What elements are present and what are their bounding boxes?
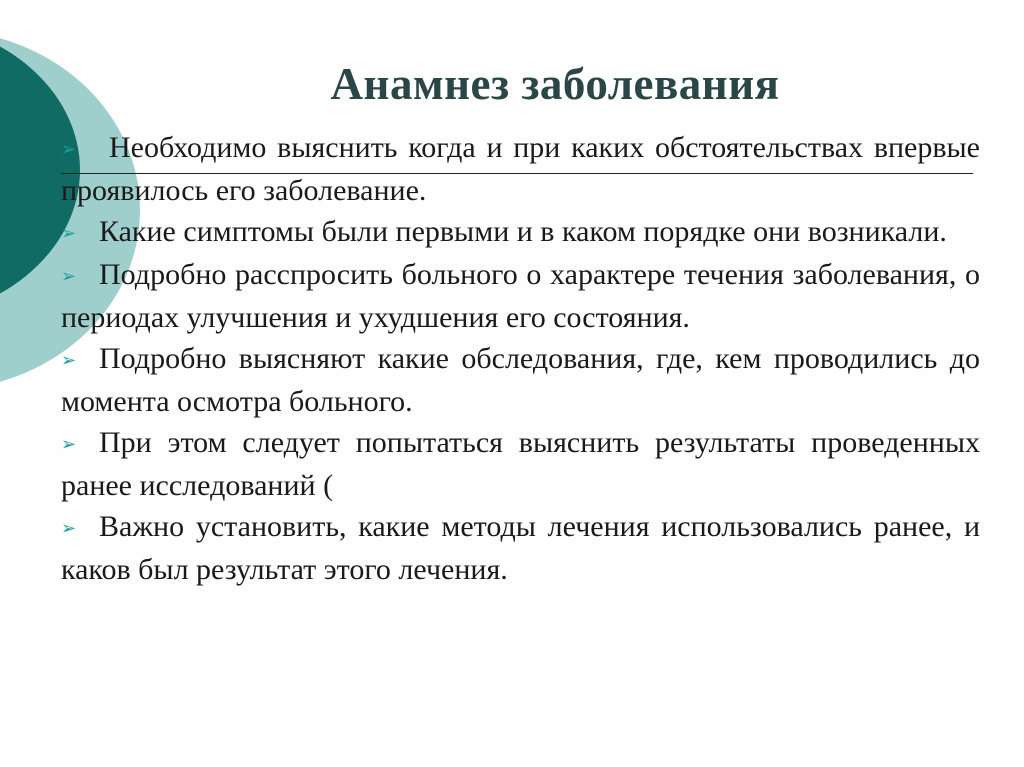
- chevron-right-icon: ➢: [61, 266, 77, 287]
- list-item-text: При этом следует попытаться выяснить результаты проведенных ранее исследований (: [61, 426, 980, 502]
- list-item: [61, 422, 980, 506]
- list-item-text: Важно установить, какие методы лечения использовались ранее, и каков был результат этого лечения.: [61, 510, 980, 586]
- list-item: [61, 506, 980, 590]
- list-item: [61, 127, 980, 211]
- chevron-right-icon: ➢: [61, 223, 77, 244]
- list-item: [61, 211, 980, 254]
- list-item-text: Необходимо выяснить когда и при каких обстоятельствах впервые проявилось его заболевание.: [61, 131, 980, 207]
- list-item: [61, 338, 980, 422]
- chevron-right-icon: ➢: [61, 139, 77, 160]
- slide-title: Анамнез заболевания: [330, 59, 780, 109]
- list-item-text: Подробно выясняют какие обследования, где, кем проводились до момента осмотра больного.: [61, 342, 980, 418]
- list-item-text: Какие симптомы были первыми и в каком порядке они возникали.: [99, 215, 947, 248]
- list-item-text: Подробно расспросить больного о характере течения заболевания, о периодах улучшения и ухудшения его состояния.: [61, 258, 980, 334]
- chevron-right-icon: ➢: [61, 350, 77, 371]
- chevron-right-icon: ➢: [61, 434, 77, 455]
- chevron-right-icon: ➢: [61, 518, 77, 539]
- list-item: [61, 254, 980, 338]
- bullet-list: [61, 127, 980, 590]
